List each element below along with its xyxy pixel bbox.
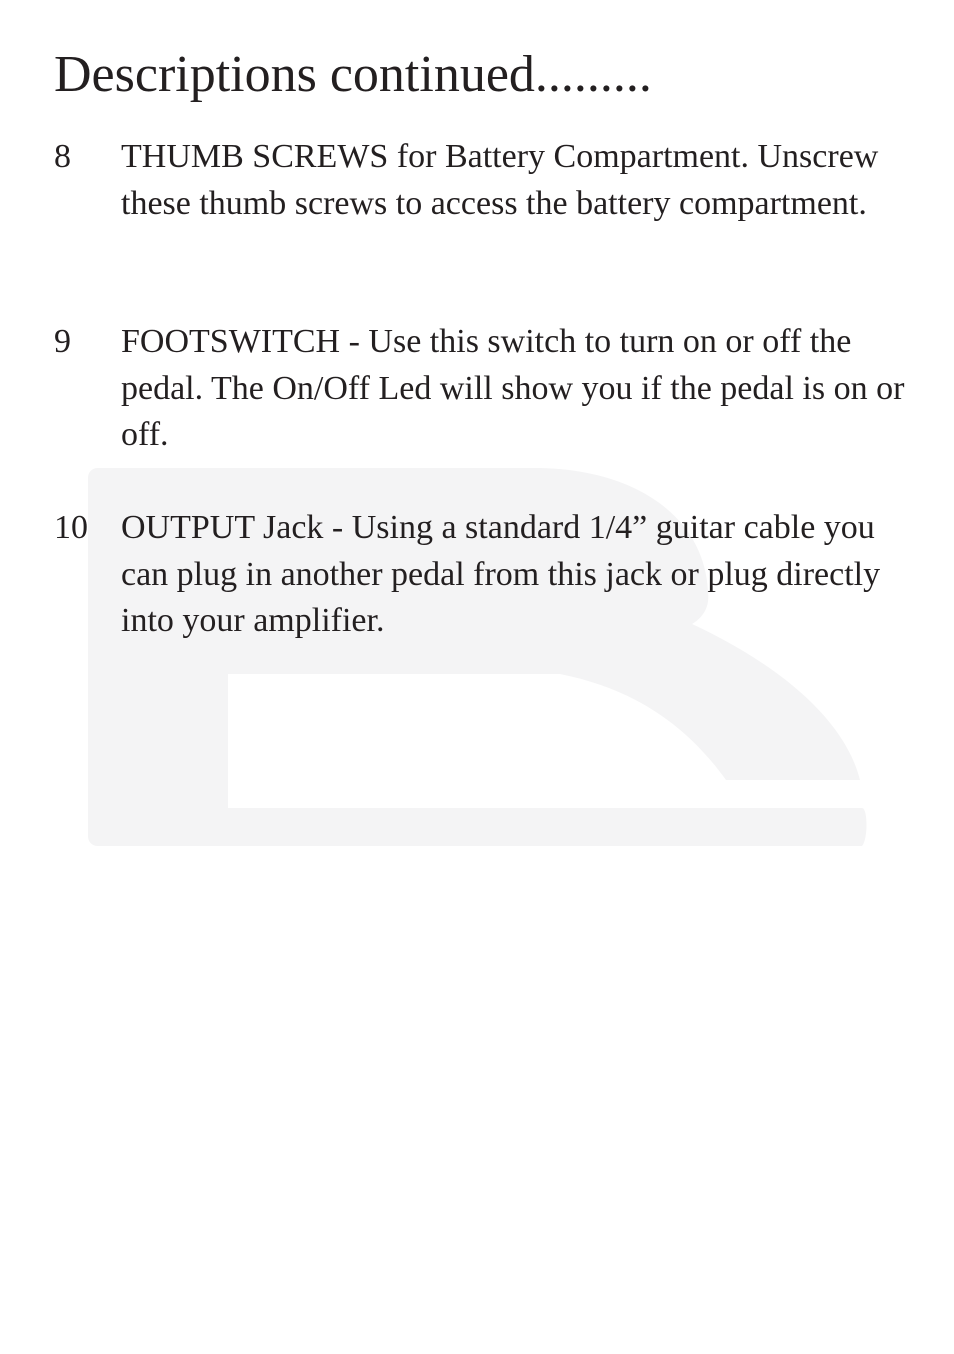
description-item-9 [54,319,914,459]
item-number: 10 [54,509,88,546]
item-text: FOOTSWITCH - Use this switch to turn on or off the pedal. The On/Off Led will show you if the pedal is on or off. [121,323,905,453]
item-text: THUMB SCREWS for Battery Compartment. Unscrew these thumb screws to access the battery compartment. [121,138,879,222]
item-text: OUTPUT Jack - Using a standard 1/4” guitar cable you can plug in another pedal from this jack or plug directly into your amplifier. [121,509,881,639]
item-number: 8 [54,138,71,175]
description-item-10 [54,505,914,645]
item-number: 9 [54,323,71,360]
page-title: Descriptions continued......... [54,46,652,103]
description-item-8 [54,134,914,227]
